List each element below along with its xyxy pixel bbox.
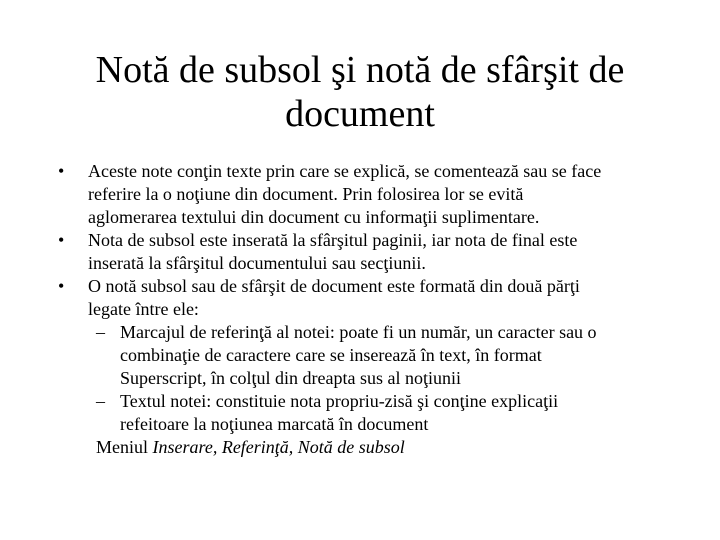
bullet-2-line-2: inserată la sfârşitul documentului sau secţiunii.	[88, 253, 426, 273]
bullet-3-line-2: legate între ele:	[88, 299, 199, 319]
dash-marker: –	[96, 391, 105, 411]
bullet-marker: •	[58, 276, 65, 296]
bullet-item-2	[54, 229, 674, 275]
bullet-2-line-1: Nota de subsol este inserată la sfârşitul paginii, iar nota de final este	[88, 230, 578, 250]
sub-item-1	[54, 321, 674, 390]
sub-2-line-2: refeitoare la noţiunea marcată în document	[120, 414, 429, 434]
sub-2-line-1: Textul notei: constituie nota propriu-zisă şi conţine explicaţii	[120, 391, 559, 411]
sub-1-line-3: Superscript, în colţul din dreapta sus al noţiunii	[120, 368, 461, 388]
bullet-item-3	[54, 275, 674, 321]
slide-title	[40, 48, 680, 136]
menu-prefix: Meniul	[96, 437, 153, 457]
slide-title-line-2: document	[285, 93, 435, 135]
bullet-marker: •	[58, 230, 65, 250]
sub-1-line-2: combinaţie de caractere care se inserează în text, în format	[120, 345, 542, 365]
bullet-1-line-1: Aceste note conţin texte prin care se explică, se comentează sau se face	[88, 161, 602, 181]
slide-title-line-1: Notă de subsol şi notă de sfârşit de	[95, 49, 625, 91]
dash-marker: –	[96, 322, 105, 342]
bullet-3-line-1: O notă subsol sau de sfârşit de document este formată din două părţi	[88, 276, 580, 296]
bullet-1-line-2: referire la o noţiune din document. Prin folosirea lor se evită	[88, 184, 524, 204]
bullet-item-1	[54, 160, 674, 229]
sub-1-line-1: Marcajul de referinţă al notei: poate fi un număr, un caracter sau o	[120, 322, 597, 342]
sub-item-2	[54, 390, 674, 436]
slide-body	[54, 160, 674, 459]
menu-path: Inserare, Referinţă, Notă de subsol	[152, 437, 405, 457]
bullet-marker: •	[58, 161, 65, 181]
bullet-1-line-3: aglomerarea textului din document cu informaţii suplimentare.	[88, 207, 540, 227]
menu-path-line	[54, 436, 674, 459]
